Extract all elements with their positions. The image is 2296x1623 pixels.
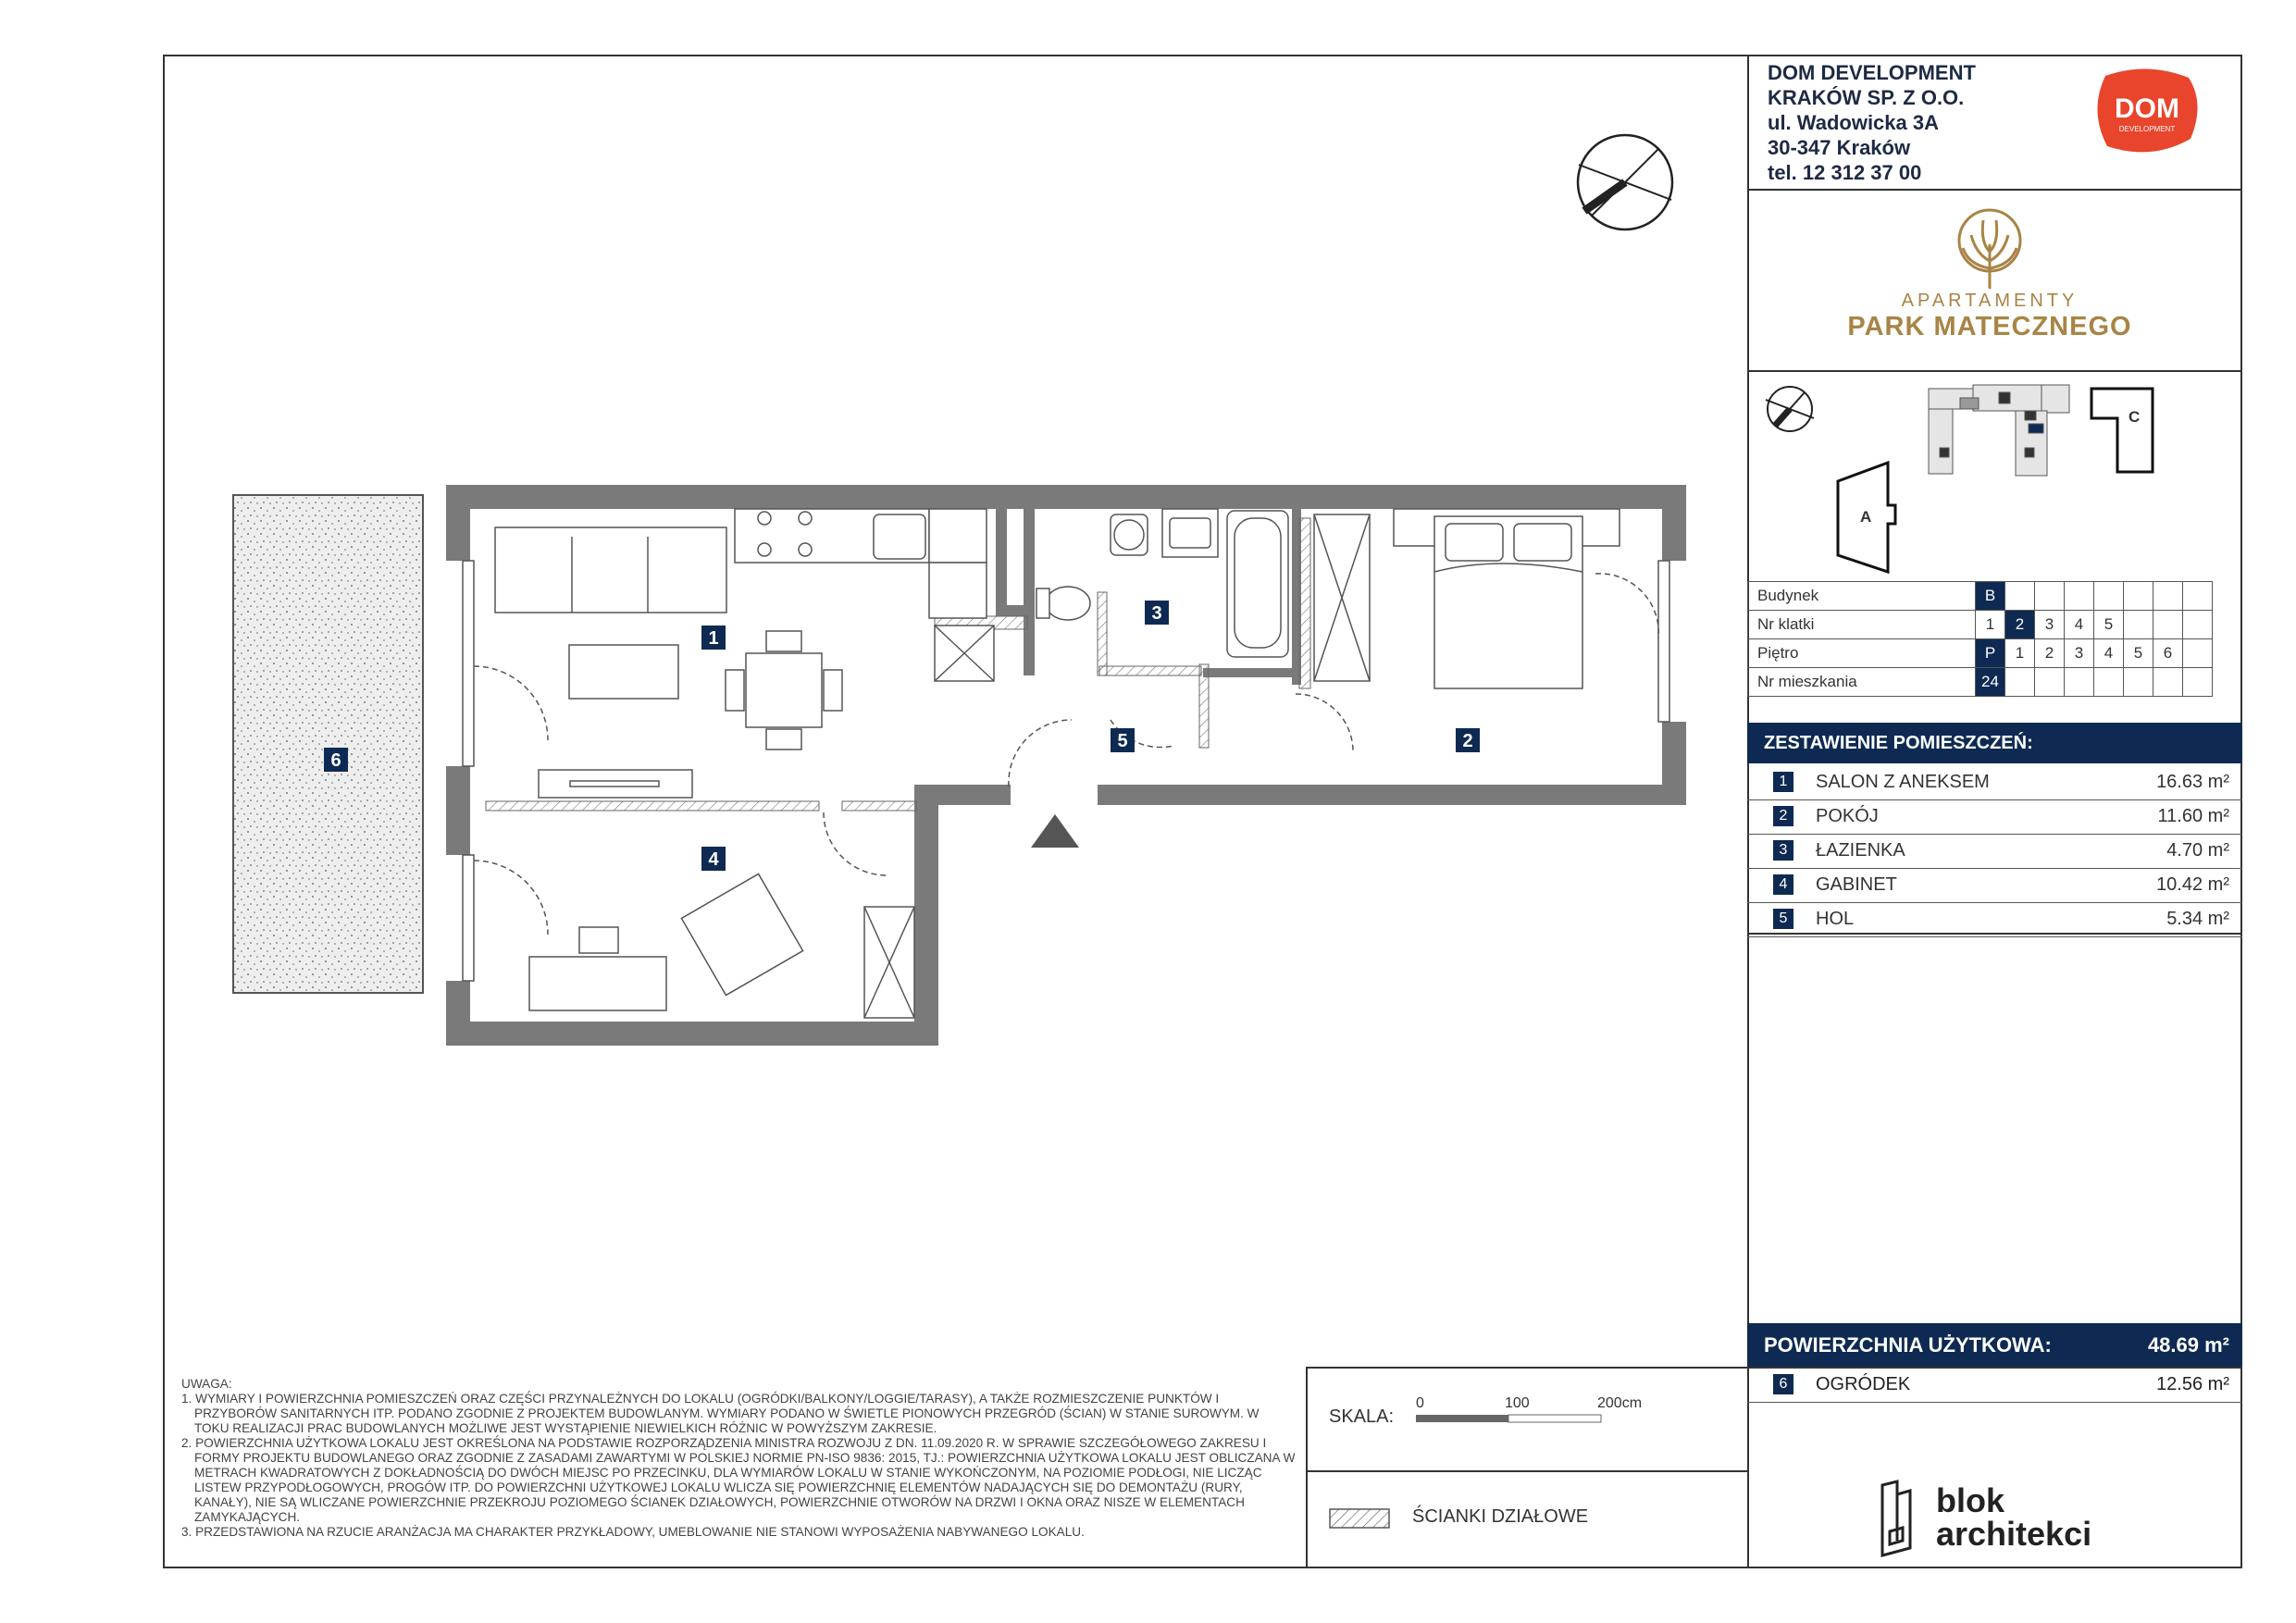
cell — [2124, 668, 2153, 697]
note-2: 2. POWIERZCHNIA UŻYTKOWA LOKALU JEST OKREŚLONA NA PODSTAWIE ROZPORZĄDZENIA MINISTRA ROZWOJU Z DN. 11.09.2020 R. W SPRAWIE SZCZEGÓŁOWEGO ZAKRESU I FORMY PROJEKTU BUDOWLANEGO ORAZ ZGODNIE Z ZASADAMI ZAWARTYMI W POLSKIEJ NORMIE PN-ISO 9836: 2015, TJ.: POWIERZCHNIA UŻYTKOWA LOKALU JEST OBLICZANA W METRACH KWADRATOWYCH Z DOKŁADNOŚCIĄ DO DWÓCH MIEJSC PO PRZECINKU, DLA WYMIARÓW LOKALU W STANIE WYKOŃCZONYM, NA POZIOMIE PODŁOGI, NIE LICZĄC LISTEW PRZYPODŁOGOWYCH, PROGÓW ITP. DO POWIERZCHNI UŻYTKOWEJ LOKALU WLICZA SIĘ POWIERZCHNIĘ ELEMENTÓW NADAJĄCYCH SIĘ DO DEMONTAŻU (RURY, KANAŁY), NIE SĄ WLICZANE POWIERZCHNIE PRZEKROJU POZIOMEGO ŚCIANEK DZIAŁOWYCH, POWIERZCHNIE OTWORÓW NA DRZWI I OKNA ORAZ NISZE W ELEMENTACH ZAMYKAJĄCYCH. — [181, 1436, 1296, 1524]
cell: 2 — [2035, 639, 2065, 668]
total-area-label: POWIERZCHNIA UŻYTKOWA: — [1764, 1333, 2052, 1357]
legend-hatch-swatch — [1329, 1508, 1390, 1529]
room-number: 4 — [1773, 874, 1793, 895]
label-klatki: Nr klatki — [1748, 611, 1976, 639]
cell: 3 — [2035, 611, 2065, 639]
notes-heading: UWAGA: — [181, 1377, 232, 1391]
scale-tick-100: 100 — [1505, 1395, 1530, 1411]
room-area: 4.70 m² — [2166, 840, 2229, 861]
label-mieszkania: Nr mieszkania — [1748, 668, 1976, 697]
dom-logo-subtext: DEVELOPMENT — [2118, 125, 2176, 133]
label-budynek: Budynek — [1748, 582, 1976, 611]
label-pietro: Piętro — [1748, 639, 1976, 668]
blok-line-2: architekci — [1936, 1515, 2092, 1553]
scale-tick-200: 200cm — [1597, 1395, 1643, 1411]
blok-line-1: blok — [1936, 1481, 2005, 1519]
cell — [2183, 639, 2213, 668]
cell — [2005, 668, 2035, 697]
footer-mid-line — [1306, 1470, 1747, 1472]
cell — [2124, 611, 2153, 639]
company-phone: tel. 12 312 37 00 — [1768, 161, 1922, 184]
cell — [2065, 582, 2094, 611]
scale-bar — [1407, 1393, 1643, 1430]
north-arrow-compass — [1578, 135, 1672, 229]
room-name: ŁAZIENKA — [1816, 840, 1905, 861]
furniture — [495, 509, 994, 798]
room-number: 3 — [1773, 840, 1793, 861]
room-row — [1747, 766, 2242, 800]
cell — [2153, 668, 2183, 697]
project-subtitle: APARTAMENTY — [1901, 291, 2079, 311]
cell — [2153, 582, 2183, 611]
room-area: 16.63 m² — [2156, 772, 2229, 792]
building-c-outline — [2091, 389, 2153, 472]
row-pietro — [1748, 639, 2213, 668]
room-name: HOL — [1816, 909, 1855, 929]
cell — [2005, 582, 2035, 611]
cell — [2094, 582, 2124, 611]
garden-name: OGRÓDEK — [1816, 1374, 1911, 1394]
cell: 4 — [2094, 639, 2124, 668]
cell: 3 — [2065, 639, 2094, 668]
row-budynek — [1748, 582, 2213, 611]
room-name: SALON Z ANEKSEM — [1816, 772, 1990, 792]
garden-area: 12.56 m² — [2156, 1374, 2229, 1394]
cell — [2065, 668, 2094, 697]
row-klatki — [1748, 611, 2213, 639]
cell: 5 — [2094, 611, 2124, 639]
company-name-2: KRAKÓW SP. Z O.O. — [1768, 86, 1965, 109]
cell — [2094, 668, 2124, 697]
room-area: 5.34 m² — [2166, 909, 2229, 929]
cell: 6 — [2153, 639, 2183, 668]
bedroom-furniture — [1314, 509, 1620, 688]
study-furniture — [529, 873, 914, 1018]
dom-development-logo — [2087, 67, 2207, 159]
project-logo — [1758, 205, 2221, 342]
legend-label: ŚCIANKI DZIAŁOWE — [1412, 1506, 1589, 1527]
garden-row — [1747, 1369, 2242, 1403]
room-row — [1747, 903, 2242, 937]
room-name: POKÓJ — [1816, 806, 1879, 826]
blok-architekci-text — [1936, 1481, 2092, 1553]
company-street: ul. Wadowicka 3A — [1768, 111, 1940, 134]
unit-info-table — [1747, 581, 2213, 697]
bathroom-fixtures — [1036, 509, 1288, 657]
room-marker-2-text: 2 — [1462, 731, 1473, 751]
cell — [2035, 668, 2065, 697]
rooms-list — [1747, 766, 2242, 937]
room-number: 5 — [1773, 909, 1793, 929]
cell-klatka-selected: 2 — [2005, 611, 2035, 639]
cell — [2183, 582, 2213, 611]
note-3: 3. PRZEDSTAWIONA NA RZUCIE ARANŻACJA MA CHARAKTER PRZYKŁADOWY, UMEBLOWANIE NIE STANOWI WYPOSAŻENIA NABYWANEGO LOKALU. — [181, 1525, 1085, 1539]
key-plan-compass — [1766, 387, 1814, 431]
room-row — [1747, 800, 2242, 835]
project-title: PARK MATECZNEGO — [1847, 312, 2132, 341]
room-marker-5-text: 5 — [1117, 731, 1128, 751]
room-number: 2 — [1773, 806, 1793, 826]
floor-plan — [0, 0, 1747, 1064]
scale-tick-0: 0 — [1416, 1395, 1424, 1411]
company-name: DOM DEVELOPMENT — [1768, 61, 1976, 84]
footer-top-line — [1306, 1367, 2242, 1369]
dom-logo-text: DOM — [2115, 93, 2179, 124]
scale-segment-dark — [1416, 1415, 1508, 1422]
building-b-plan — [1929, 385, 2069, 476]
note-1: 1. WYMIARY I POWIERZCHNIA POMIESZCZEŃ ORAZ CZĘŚCI PRZYNALEŻNYCH DO LOKALU (OGRÓDKI/BALKONY/LOGGIE/TARASY), A TAKŻE ROZMIESZCZENIE PUNKTÓW I PRZYBORÓW SANITARNYCH ITP. PODANO ZGODNIE Z PROJEKTEM BUDOWLANYM. WYMIARY PODANO W ŚWIETLE PIONOWYCH PRZEGRÓD (ŚCIAN) W STANIE SUROWYM. W TOKU REALIZACJI PRAC BUDOWLANYCH MOŻLIWE JEST WYSTĄPIENIE NIEWIELKICH RÓŻNIC W POWYŻSZYM ZAKRESIE. — [181, 1392, 1260, 1435]
scale-segment-light — [1508, 1415, 1601, 1422]
room-number: 1 — [1773, 772, 1793, 792]
cell — [2124, 582, 2153, 611]
cell: 5 — [2124, 639, 2153, 668]
building-a-label: A — [1860, 508, 1872, 526]
cell — [2035, 582, 2065, 611]
cell: 4 — [2065, 611, 2094, 639]
divider — [1747, 189, 2242, 191]
total-area-value: 48.69 m² — [2147, 1333, 2229, 1357]
cell-pietro-selected: P — [1976, 639, 2005, 668]
scale-label: SKALA: — [1329, 1406, 1395, 1427]
key-plan — [1747, 370, 2242, 581]
row-mieszkania — [1748, 668, 2213, 697]
cell — [2183, 668, 2213, 697]
room-area: 11.60 m² — [2157, 806, 2229, 826]
total-area-bar — [1747, 1323, 2242, 1368]
garden-area-hatch — [233, 495, 423, 993]
entrance-marker — [1031, 814, 1079, 848]
notes-block — [181, 1377, 1297, 1540]
room-row — [1747, 835, 2242, 869]
room-area: 10.42 m² — [2156, 874, 2229, 895]
room-marker-6-text: 6 — [330, 750, 341, 771]
room-name: GABINET — [1816, 874, 1897, 895]
cell: 1 — [1976, 611, 2005, 639]
cell-budynek-1: B — [1976, 582, 2005, 611]
building-c-label: C — [2128, 408, 2141, 426]
cell — [2153, 611, 2183, 639]
room-marker-4-text: 4 — [708, 849, 719, 870]
room-row — [1747, 869, 2242, 903]
rooms-title: ZESTAWIENIE POMIESZCZEŃ: — [1747, 723, 2242, 763]
company-address — [1768, 60, 1976, 185]
cell-mieszkanie-selected: 24 — [1976, 668, 2005, 697]
room-marker-1-text: 1 — [708, 628, 719, 649]
cell: 1 — [2005, 639, 2035, 668]
company-city: 30-347 Kraków — [1768, 136, 1911, 159]
room-marker-3-text: 3 — [1151, 603, 1162, 624]
cell — [2183, 611, 2213, 639]
garden-number: 6 — [1773, 1374, 1793, 1394]
footer-divider — [1306, 1367, 1308, 1568]
